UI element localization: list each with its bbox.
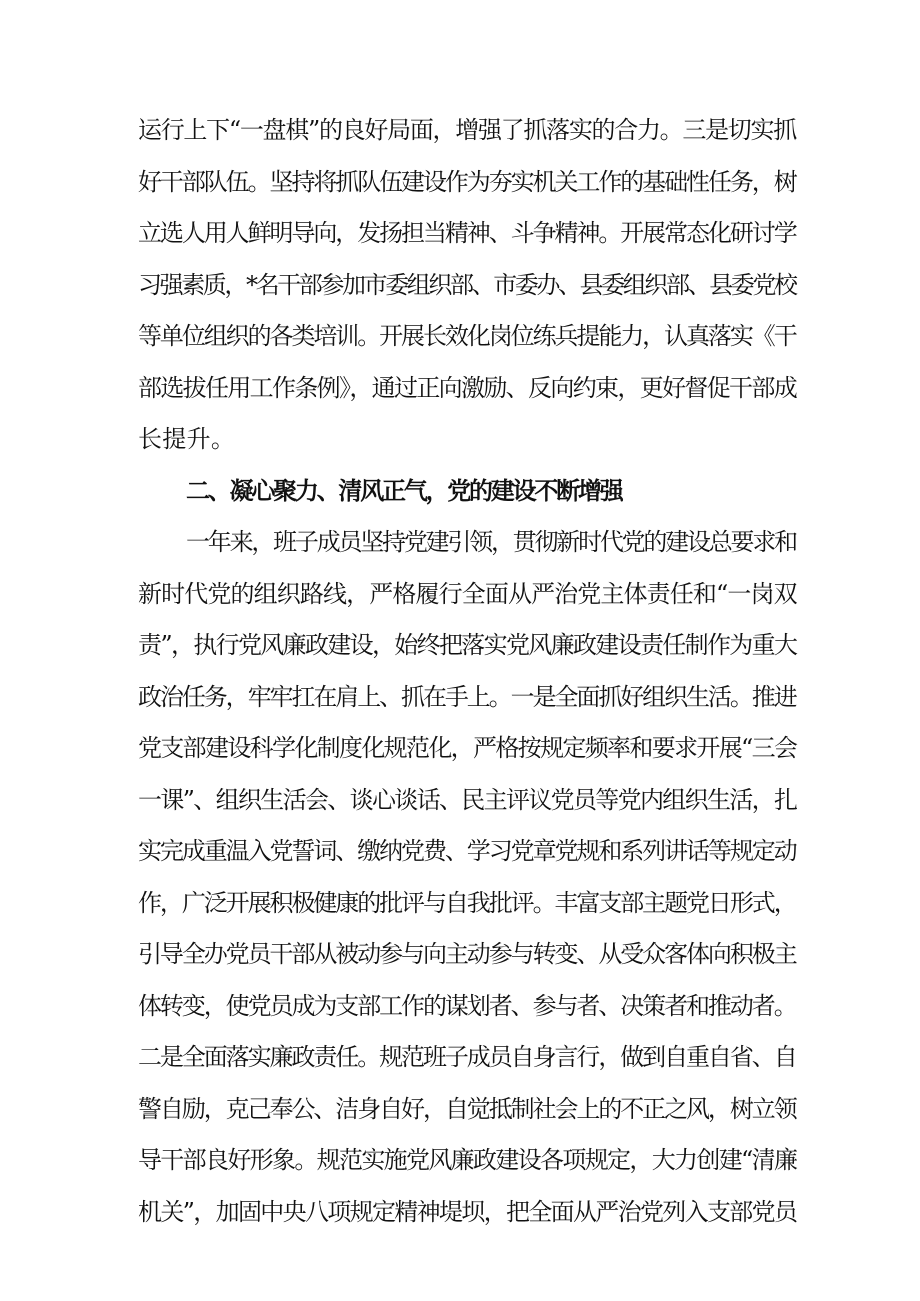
section-heading: 二、凝心聚力、清风正气，党的建设不断增强	[186, 477, 622, 505]
paragraph-line: 实完成重温入党誓词、缴纳党费、学习党章党规和系列讲话等规定动	[138, 837, 796, 865]
paragraph-line: 长提升。	[138, 425, 236, 453]
paragraph-line: 等单位组织的各类培训。开展长效化岗位练兵提能力，认真落实《干	[138, 322, 796, 350]
paragraph-line: 一课”、组织生活会、谈心谈话、民主评议党员等党内组织生活，扎	[138, 786, 797, 814]
paragraph-line: 责”，执行党风廉政建设，始终把落实党风廉政建设责任制作为重大	[138, 631, 797, 659]
paragraph-line: 政治任务，牢牢扛在肩上、抓在手上。一是全面抓好组织生活。推进	[138, 683, 796, 711]
paragraph-line: 机关”，加固中央八项规定精神堤坝，把全面从严治党列入支部党员	[138, 1198, 797, 1226]
paragraph-line: 新时代党的组织路线，严格履行全面从严治党主体责任和“一岗双	[138, 580, 797, 608]
paragraph-line: 好干部队伍。坚持将抓队伍建设作为夯实机关工作的基础性任务，树	[138, 168, 796, 196]
paragraph-line: 部选拔任用工作条例》，通过正向激励、反向约束，更好督促干部成	[138, 374, 797, 402]
paragraph-line: 体转变，使党员成为支部工作的谋划者、参与者、决策者和推动者。	[138, 992, 796, 1020]
paragraph-line: 二是全面落实廉政责任。规范班子成员自身言行，做到自重自省、自	[138, 1043, 796, 1071]
paragraph-line: 习强素质，*名干部参加市委组织部、市委办、县委组织部、县委党校	[138, 271, 796, 299]
paragraph-line: 一年来，班子成员坚持党建引领，贯彻新时代党的建设总要求和	[186, 528, 796, 556]
paragraph-line: 引导全办党员干部从被动参与向主动参与转变、从受众客体向积极主	[138, 940, 796, 968]
paragraph-line: 警自励，克己奉公、洁身自好，自觉抵制社会上的不正之风，树立领	[138, 1095, 796, 1123]
paragraph-line: 立选人用人鲜明导向，发扬担当精神、斗争精神。开展常态化研讨学	[138, 219, 796, 247]
paragraph-line: 运行上下“一盘棋”的良好局面，增强了抓落实的合力。三是切实抓	[138, 116, 796, 144]
paragraph-line: 导干部良好形象。规范实施党风廉政建设各项规定，大力创建“清廉	[138, 1146, 797, 1174]
paragraph-line: 作，广泛开展积极健康的批评与自我批评。丰富支部主题党日形式，	[138, 889, 796, 917]
paragraph-line: 党支部建设科学化制度化规范化，严格按规定频率和要求开展“三会	[138, 734, 797, 762]
